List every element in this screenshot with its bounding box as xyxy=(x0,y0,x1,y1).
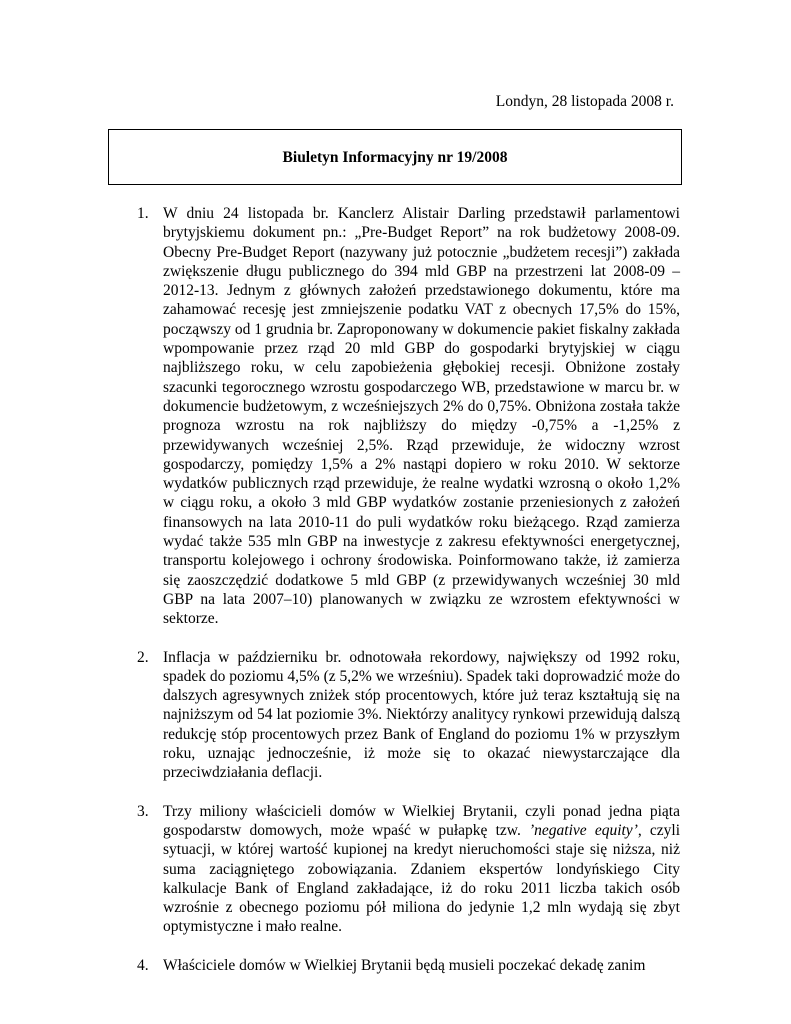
item-text: , czyli sytuacji, w której wartość kupionej na kredyt nieruchomości staje się niższa, niż suma zaciągniętego zobowiązania. Zdaniem ekspertów londyńskiego City kalkulacje Bank of England zakładające, iż do roku 2011 liczba takich osób wzrośnie z obecnego poziomu pół miliona do jedynie 1,2 mln wydają się zbyt optymistyczne i mało realne. xyxy=(163,821,681,936)
item-text: Trzy miliony właścicieli domów w Wielkiej Brytanii, czyli ponad jedna piąta gospodarstw domowych, może wpaść w pułapkę tzw. xyxy=(163,802,680,839)
bulletin-title: Biuletyn Informacyjny nr 19/2008 xyxy=(282,148,508,166)
item-number: 4. xyxy=(137,956,149,974)
list-item xyxy=(137,204,680,629)
list-item xyxy=(137,648,680,783)
list-item xyxy=(137,802,681,937)
item-number: 1. xyxy=(137,205,149,222)
item-text: W dniu 24 listopada br. Kanclerz Alistair Darling przedstawił parlamentowi brytyjskiemu dokument pn.: „Pre-Budget Report” na rok budżetowy 2008-09. Obecny Pre-Budget Report (nazywany już potocznie „budżetem recesji”) zakłada zwiększenie długu publicznego do 394 mld GBP na przestrzeni lat 2008-09 – 2012-13. Jednym z głównych założeń przedstawionego dokumentu, które ma zahamować recesję jest zmniejszenie podatku VAT z obecnych 17,5% do 15%, począwszy od 1 grudnia br. Zaproponowany w dokumencie pakiet fiskalny zakłada wpompowanie przez rząd 20 mld GBP do gospodarki brytyjskiej w ciągu najbliższego roku, w celu zapobieżenia głębokiej recesji. Obniżone zostały szacunki tegorocznego wzrostu gospodarczego WB, przedstawione w marcu br. w dokumencie budżetowym, z wcześniejszych 2% do 0,75%. Obniżona została także prognoza wzrostu na rok najbliższy do między -0,75% a -1,25% z przewidywanych wcześniej 2,5%. Rząd przewiduje, że widoczny wzrost gospodarczy, pomiędzy 1,5% a 2% nastąpi dopiero w roku 2010. W sektorze wydatków publicznych rząd przewiduje, że realne wydatki wzrosną o około 1,2% w ciągu roku, a około 3 mld GBP wydatków zostanie przeniesionych z założeń finansowych na lata 2010-11 do puli wydatków roku bieżącego. Rząd zamierza wydać także 535 mln GBP na inwestycje z zakresu efektywności energetycznej, transportu kolejowego i ochrony środowiska. Poinformowano także, iż zamierza się zaoszczędzić dodatkowe 5 mld GBP (z przewidywanych wcześniej 30 mld GBP na lata 2007–10) planowanych w związku ze wzrostem efektywności w sektorze. xyxy=(163,205,680,628)
item-text: Właściciele domów w Wielkiej Brytanii będą musieli poczekać dekadę zanim xyxy=(163,956,646,974)
item-text-italic: ’negative equity’ xyxy=(529,821,638,839)
title-box xyxy=(108,129,682,185)
item-text: Inflacja w październiku br. odnotowała rekordowy, największy od 1992 roku, spadek do poziomu 4,5% (z 5,2% we wrześniu). Spadek taki doprowadzić może do dalszych agresywnych zniżek stóp procentowych, które już teraz kształtują się na najniższym od 54 lat poziomie 3%. Niektórzy analitycy rynkowi przewidują dalszą redukcję stóp procentowych przez Bank of England do poziomu 1% w przyszłym roku, uznając jednocześnie, iż może się to okazać niewystarczające dla przeciwdziałania deflacji. xyxy=(163,648,680,782)
item-number: 3. xyxy=(137,802,149,820)
bulletin-items xyxy=(137,204,681,975)
list-item xyxy=(137,956,680,975)
item-number: 2. xyxy=(137,648,149,666)
date-line: Londyn, 28 listopada 2008 r. xyxy=(495,93,674,110)
